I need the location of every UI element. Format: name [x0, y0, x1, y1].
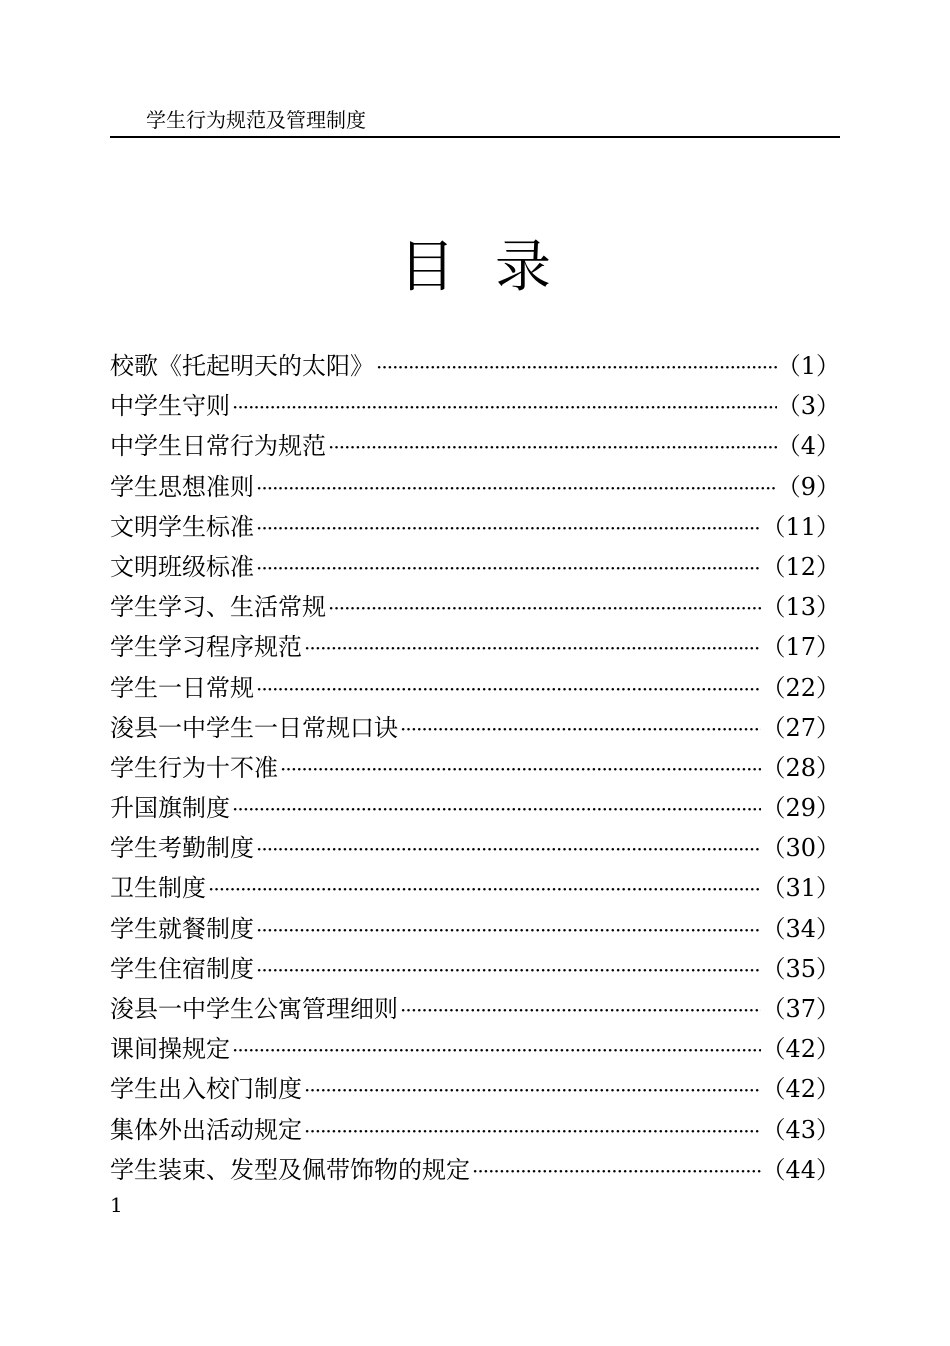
toc-entry-page: （1） [776, 352, 840, 380]
toc-entry-page: （13） [761, 593, 840, 622]
toc-entry-title: 升国旗制度 [110, 794, 230, 823]
toc-dot-leader [254, 829, 761, 868]
toc-entry[interactable] [110, 668, 840, 708]
toc-dot-leader [254, 910, 761, 949]
toc-entry[interactable] [110, 1069, 840, 1109]
toc-dot-leader [302, 1070, 761, 1109]
toc-dot-leader [254, 548, 761, 587]
toc-entry-title: 浚县一中学生公寓管理细则 [110, 995, 398, 1023]
toc-entry-title: 文明学生标准 [110, 512, 254, 541]
toc-entry-page: （12） [761, 552, 840, 581]
toc-entry-title: 中学生日常行为规范 [110, 432, 326, 461]
toc-entry-title: 卫生制度 [110, 874, 206, 903]
toc-entry-title: 文明班级标准 [110, 552, 254, 581]
toc-dot-leader [254, 669, 761, 708]
toc-dot-leader [230, 1030, 761, 1069]
toc-entry[interactable] [110, 386, 840, 426]
toc-dot-leader [326, 588, 761, 627]
toc-dot-leader [470, 1151, 761, 1190]
toc-entry[interactable] [110, 1150, 840, 1190]
toc-dot-leader [206, 869, 761, 908]
toc-entry[interactable] [110, 346, 840, 386]
toc-entry-page: （34） [761, 914, 840, 943]
toc-entry-page: （11） [761, 512, 840, 541]
toc-entry-title: 学生就餐制度 [110, 914, 254, 943]
toc-entry[interactable] [110, 868, 840, 908]
toc-entry[interactable] [110, 909, 840, 949]
header-title: 学生行为规范及管理制度 [146, 108, 366, 132]
toc-entry-title: 课间操规定 [110, 1035, 230, 1064]
toc-entry-title: 学生学习、生活常规 [110, 593, 326, 622]
page-number: 1 [110, 1193, 123, 1217]
toc-entry-title: 学生出入校门制度 [110, 1075, 302, 1104]
toc-dot-leader [230, 387, 777, 426]
table-of-contents [110, 346, 840, 1190]
toc-entry-title: 校歌《托起明天的太阳》 [110, 352, 374, 380]
toc-entry-page: （3） [776, 392, 840, 421]
page-header [110, 106, 840, 138]
toc-entry-page: （43） [761, 1115, 840, 1144]
toc-entry-title: 学生考勤制度 [110, 834, 254, 863]
toc-entry[interactable] [110, 507, 840, 547]
toc-dot-leader [326, 427, 777, 466]
toc-entry-title: 学生一日常规 [110, 673, 254, 702]
toc-entry-page: （37） [761, 995, 840, 1023]
toc-entry-title: 学生思想准则 [110, 472, 254, 501]
toc-entry[interactable] [110, 989, 840, 1029]
toc-entry[interactable] [110, 1110, 840, 1150]
toc-dot-leader [302, 1111, 761, 1150]
toc-entry[interactable] [110, 788, 840, 828]
toc-entry-page: （35） [761, 954, 840, 983]
toc-entry-page: （4） [776, 432, 840, 461]
toc-entry[interactable] [110, 748, 840, 788]
toc-dot-leader [254, 950, 761, 989]
toc-dot-leader [230, 789, 761, 828]
toc-entry[interactable] [110, 547, 840, 587]
toc-entry-title: 集体外出活动规定 [110, 1115, 302, 1144]
toc-entry[interactable] [110, 587, 840, 627]
toc-entry-page: （22） [761, 673, 840, 702]
toc-dot-leader [398, 990, 761, 1029]
toc-entry-title: 学生行为十不准 [110, 753, 278, 782]
toc-dot-leader [398, 709, 761, 748]
toc-dot-leader [302, 628, 761, 667]
toc-entry[interactable] [110, 627, 840, 667]
toc-entry-page: （42） [761, 1075, 840, 1104]
toc-entry-page: （29） [761, 794, 840, 823]
toc-entry-page: （27） [761, 713, 840, 742]
toc-entry-page: （44） [761, 1155, 840, 1184]
toc-entry[interactable] [110, 1029, 840, 1069]
toc-dot-leader [254, 508, 761, 547]
toc-entry[interactable] [110, 467, 840, 507]
toc-entry-page: （42） [761, 1035, 840, 1064]
toc-entry[interactable] [110, 426, 840, 466]
toc-entry-page: （9） [776, 472, 840, 501]
toc-entry[interactable] [110, 708, 840, 748]
toc-dot-leader [374, 347, 777, 386]
toc-entry-page: （17） [761, 633, 840, 662]
toc-entry-title: 学生装束、发型及佩带饰物的规定 [110, 1155, 470, 1184]
toc-entry[interactable] [110, 828, 840, 868]
toc-entry-page: （30） [761, 834, 840, 863]
toc-dot-leader [278, 749, 761, 788]
toc-dot-leader [254, 468, 777, 507]
toc-entry-page: （31） [761, 874, 840, 903]
toc-entry-title: 中学生守则 [110, 392, 230, 421]
page-title: 目录 [399, 235, 591, 300]
toc-entry[interactable] [110, 949, 840, 989]
toc-entry-title: 学生住宿制度 [110, 954, 254, 983]
toc-entry-title: 学生学习程序规范 [110, 633, 302, 662]
toc-entry-title: 浚县一中学生一日常规口诀 [110, 713, 398, 742]
toc-entry-page: （28） [761, 753, 840, 782]
